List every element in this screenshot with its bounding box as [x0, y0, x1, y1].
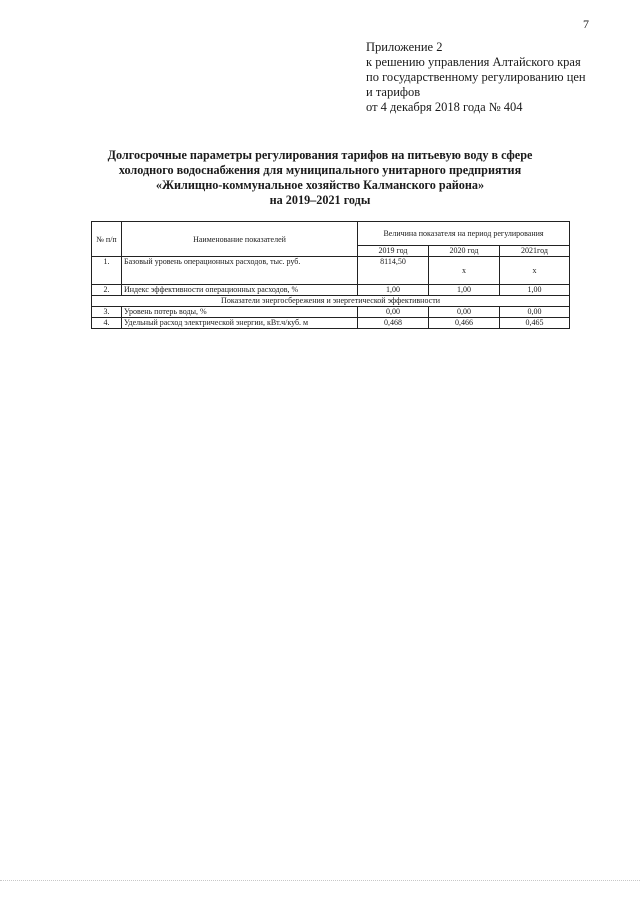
table-row — [92, 318, 570, 329]
header-year: 2020 год — [429, 246, 500, 257]
row-num: 1. — [92, 257, 122, 285]
appendix-line: по государственному регулированию цен — [366, 70, 586, 84]
row-value: x — [429, 257, 500, 285]
row-num: 2. — [92, 285, 122, 296]
header-year: 2021год — [500, 246, 570, 257]
row-value: 0,00 — [429, 307, 500, 318]
table-row — [92, 307, 570, 318]
title-line: Долгосрочные параметры регулирования тарифов на питьевую воду в сфере — [107, 148, 533, 162]
parameters-table — [91, 221, 570, 329]
row-value: 1,00 — [500, 285, 570, 296]
appendix-line: и тарифов — [366, 85, 421, 99]
appendix-line: от 4 декабря 2018 года № 404 — [366, 100, 523, 114]
title-line: холодного водоснабжения для муниципального унитарного предприятия — [118, 163, 522, 177]
header-num: № п/п — [92, 222, 122, 257]
appendix-line: Приложение 2 — [366, 40, 443, 54]
page-number: 7 — [583, 17, 589, 31]
row-value: 0,468 — [358, 318, 429, 329]
row-name: Индекс эффективности операционных расходов, % — [122, 285, 358, 296]
row-num: 4. — [92, 318, 122, 329]
section-label: Показатели энергосбережения и энергетической эффективности — [92, 296, 570, 307]
row-value: 1,00 — [358, 285, 429, 296]
appendix-line: к решению управления Алтайского края — [366, 55, 581, 69]
row-value: 0,465 — [500, 318, 570, 329]
row-name: Удельный расход электрической энергии, кВт.ч/куб. м — [122, 318, 358, 329]
row-value: 8114,50 — [358, 257, 429, 285]
header-period: Величина показателя на период регулирования — [358, 222, 570, 246]
row-value: 0,466 — [429, 318, 500, 329]
row-value: 0,00 — [500, 307, 570, 318]
title-line: «Жилищно-коммунальное хозяйство Калманского района» — [155, 178, 485, 192]
row-num: 3. — [92, 307, 122, 318]
document-title — [100, 148, 540, 208]
table-row — [92, 257, 570, 285]
table-section-row — [92, 296, 570, 307]
row-value: 0,00 — [358, 307, 429, 318]
appendix-block — [366, 40, 586, 115]
row-value: 1,00 — [429, 285, 500, 296]
title-line: на 2019–2021 годы — [269, 193, 371, 207]
row-value: x — [500, 257, 570, 285]
row-name: Базовый уровень операционных расходов, тыс. руб. — [122, 257, 358, 285]
table-row — [92, 285, 570, 296]
row-name: Уровень потерь воды, % — [122, 307, 358, 318]
table-header-row — [92, 222, 570, 246]
header-name: Наименование показателей — [122, 222, 358, 257]
header-year: 2019 год — [358, 246, 429, 257]
scan-edge-divider — [0, 880, 640, 881]
